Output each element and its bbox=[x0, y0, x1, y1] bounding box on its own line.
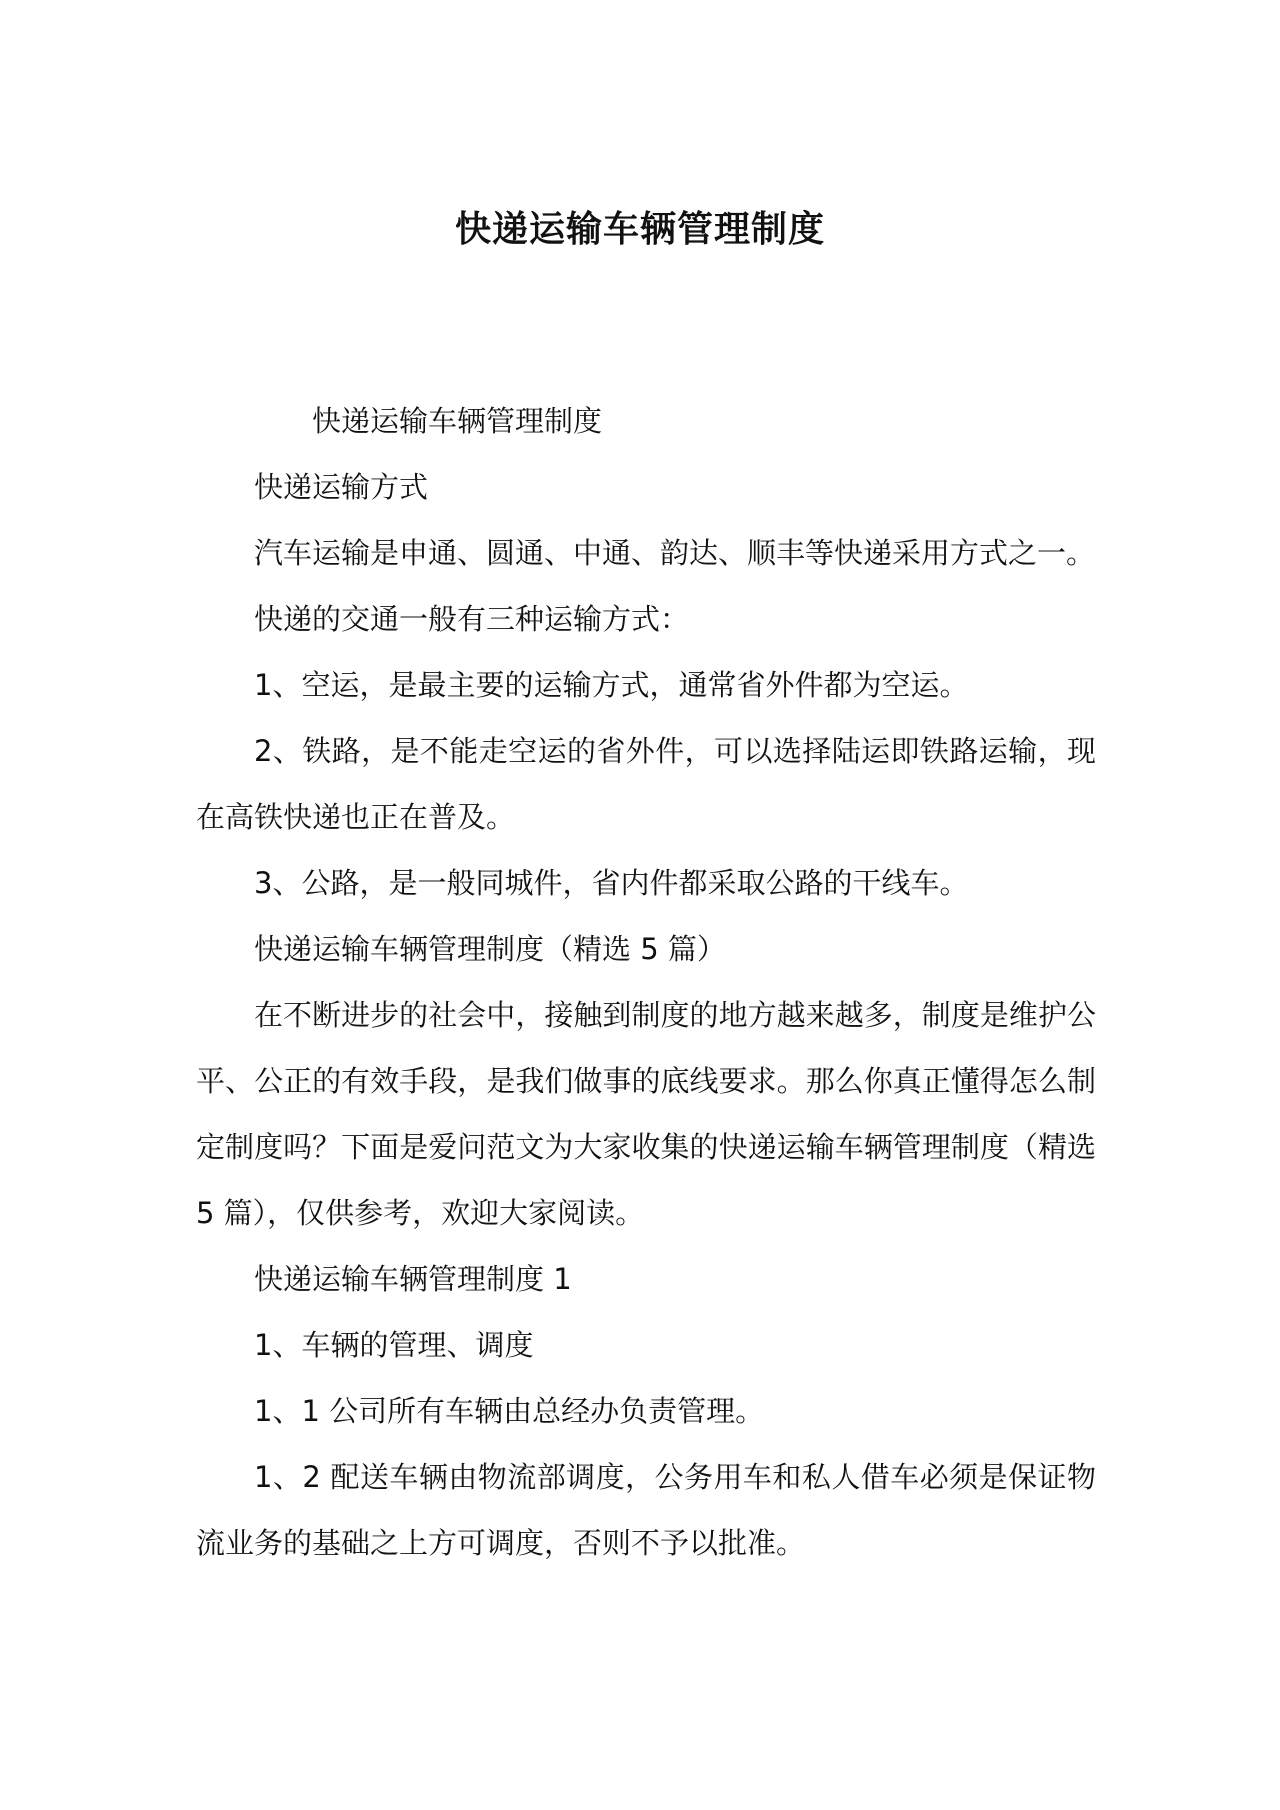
document-body bbox=[196, 388, 1096, 1576]
paragraph-heading-regulation-1: 快递运输车辆管理制度 1 bbox=[254, 1262, 572, 1296]
section-heading-vehicle-management: 1、车辆的管理、调度 bbox=[254, 1328, 534, 1362]
clause-1-1: 1、1 公司所有车辆由总经办负责管理。 bbox=[254, 1394, 765, 1428]
paragraph-heading-selection: 快递运输车辆管理制度（精选 5 篇） bbox=[254, 932, 726, 966]
clause-1-2: 1、2 配送车辆由物流部调度，公务用车和私人借车必须是保证物流业务的基础之上方可调度，否则不予以批准。 bbox=[196, 1460, 1096, 1560]
list-item-rail: 2、铁路，是不能走空运的省外件，可以选择陆运即铁路运输，现在高铁快递也正在普及。 bbox=[196, 734, 1096, 834]
document-title: 快递运输车辆管理制度 bbox=[454, 209, 825, 250]
list-item-air: 1、空运，是最主要的运输方式，通常省外件都为空运。 bbox=[254, 668, 969, 702]
paragraph-heading-transport-methods: 快递运输方式 bbox=[254, 470, 429, 504]
paragraph-subtitle: 快递运输车辆管理制度 bbox=[312, 404, 603, 438]
paragraph: 快递的交通一般有三种运输方式： bbox=[254, 602, 690, 636]
list-item-road: 3、公路，是一般同城件，省内件都采取公路的干线车。 bbox=[254, 866, 969, 900]
paragraph: 汽车运输是申通、圆通、中通、韵达、顺丰等快递采用方式之一。 bbox=[254, 536, 1096, 570]
paragraph-intro: 在不断进步的社会中，接触到制度的地方越来越多，制度是维护公平、公正的有效手段，是我们做事的底线要求。那么你真正懂得怎么制定制度吗？下面是爱问范文为大家收集的快递运输车辆管理制度（精选 5 篇），仅供参考，欢迎大家阅读。 bbox=[196, 998, 1096, 1230]
